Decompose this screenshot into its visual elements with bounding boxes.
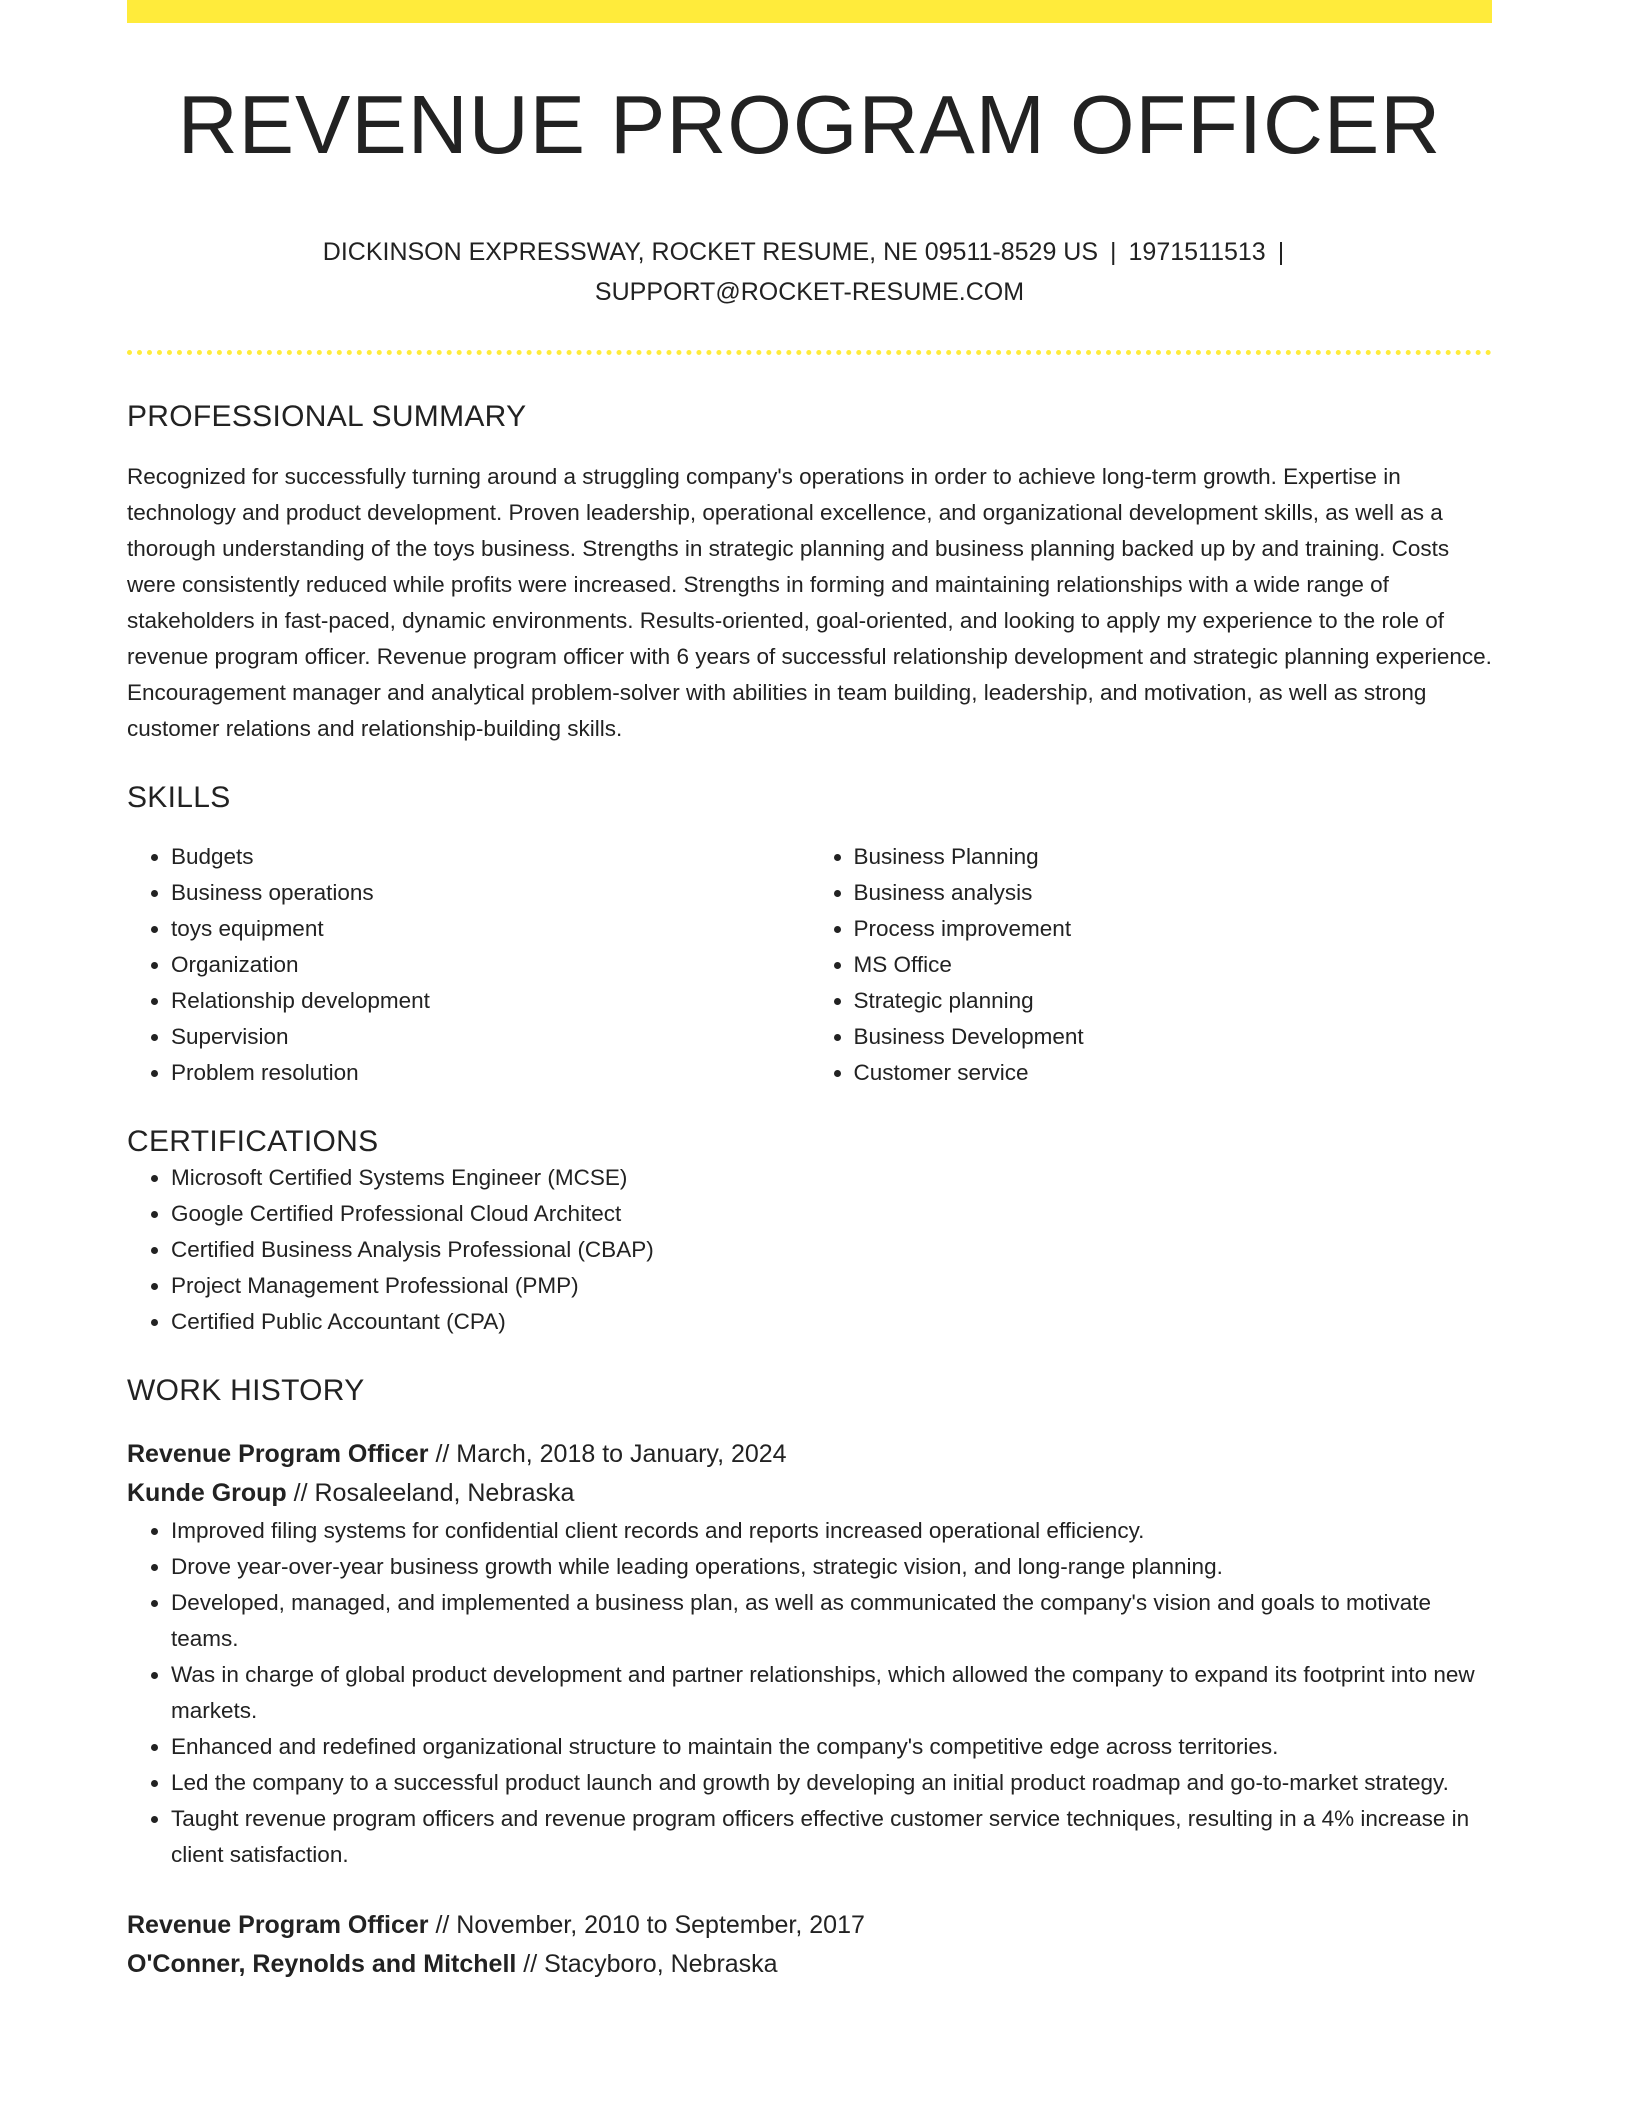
skill-item: • Organization xyxy=(171,947,810,983)
job-location: // Rosaleeland, Nebraska xyxy=(286,1479,575,1507)
certification-item: • Google Certified Professional Cloud Architect xyxy=(171,1196,1492,1232)
dotted-divider xyxy=(127,350,1492,355)
certification-item: • Microsoft Certified Systems Engineer (MCSE) xyxy=(171,1160,1492,1196)
job-bullet: • Improved filing systems for confidential client records and reports increased operational efficiency. xyxy=(171,1513,1492,1549)
skill-item: • Strategic planning xyxy=(854,983,1493,1019)
skills-heading: SKILLS xyxy=(127,781,231,814)
job-bullet: • Taught revenue program officers and revenue program officers effective customer service techniques, resulting in a 4% increase in client satisfaction. xyxy=(171,1801,1492,1873)
contact-separator: | xyxy=(1110,238,1117,266)
certification-item: • Certified Public Accountant (CPA) xyxy=(171,1304,1492,1340)
job-company: O'Conner, Reynolds and Mitchell xyxy=(127,1950,517,1978)
skill-item: • Customer service xyxy=(854,1055,1493,1091)
skill-item: • Relationship development xyxy=(171,983,810,1019)
job-title: Revenue Program Officer xyxy=(127,1440,429,1468)
job-bullet: • Enhanced and redefined organizational structure to maintain the company's competitive edge across territories. xyxy=(171,1729,1492,1765)
skill-item: • Business Development xyxy=(854,1019,1493,1055)
job-location: // Stacyboro, Nebraska xyxy=(516,1950,778,1978)
certifications-heading: CERTIFICATIONS xyxy=(127,1125,379,1158)
skills-columns xyxy=(127,839,1492,1091)
certification-item: • Project Management Professional (PMP) xyxy=(171,1268,1492,1304)
contact-separator: | xyxy=(1277,238,1285,266)
job-entry xyxy=(127,1435,1492,1513)
work-history-heading: WORK HISTORY xyxy=(127,1374,365,1407)
contact-address: DICKINSON EXPRESSWAY, ROCKET RESUME, NE 09511-8529 US xyxy=(322,238,1099,266)
certification-item: • Certified Business Analysis Professional (CBAP) xyxy=(171,1232,1492,1268)
skill-item: • MS Office xyxy=(854,947,1493,983)
skill-item: • Problem resolution xyxy=(171,1055,810,1091)
job-company-line xyxy=(127,1945,1492,1984)
contact-email[interactable]: SUPPORT@ROCKET-RESUME.COM xyxy=(594,278,1025,306)
top-accent-bar xyxy=(127,0,1492,23)
skill-item: • Business Planning xyxy=(854,839,1493,875)
skill-item: • Business operations xyxy=(171,875,810,911)
contact-line-1 xyxy=(127,232,1492,272)
skill-item: • toys equipment xyxy=(171,911,810,947)
skills-list-left xyxy=(127,839,810,1091)
skill-item: • Budgets xyxy=(171,839,810,875)
job-title-line xyxy=(127,1906,1492,1945)
resume-title: REVENUE PROGRAM OFFICER xyxy=(177,78,1442,171)
contact-phone: 1971511513 xyxy=(1128,238,1266,266)
resume-page xyxy=(127,0,1492,1984)
job-title-line xyxy=(127,1435,1492,1474)
job-title: Revenue Program Officer xyxy=(127,1911,429,1939)
skill-item: • Process improvement xyxy=(854,911,1493,947)
job-bullet: • Developed, managed, and implemented a business plan, as well as communicated the company's vision and goals to motivate teams. xyxy=(171,1585,1492,1657)
job-bullet: • Led the company to a successful product launch and growth by developing an initial product roadmap and go-to-market strategy. xyxy=(171,1765,1492,1801)
certifications-list xyxy=(127,1160,1492,1340)
skills-list-right xyxy=(810,839,1493,1091)
job-company: Kunde Group xyxy=(127,1479,287,1507)
summary-heading: PROFESSIONAL SUMMARY xyxy=(127,400,527,433)
job-bullet: • Drove year-over-year business growth while leading operations, strategic vision, and long-range planning. xyxy=(171,1549,1492,1585)
job-dates: // March, 2018 to January, 2024 xyxy=(428,1440,787,1468)
contact-info xyxy=(127,232,1492,312)
summary-text: Recognized for successfully turning around a struggling company's operations in order to achieve long-term growth. Expertise in technology and product development. Proven leadership, operational excellence, and organizational development skills, as well as a thorough understanding of the toys business. Strengths in strategic planning and business planning backed up by and training. Costs were consistently reduced while profits were increased. Strengths in forming and maintaining relationships with a wide range of stakeholders in fast-paced, dynamic environments. Results-oriented, goal-oriented, and looking to apply my experience to the role of revenue program officer. Revenue program officer with 6 years of successful relationship development and strategic planning experience. Encouragement manager and analytical problem-solver with abilities in team building, leadership, and motivation, as well as strong customer relations and relationship-building skills. xyxy=(127,464,1492,741)
job-dates: // November, 2010 to September, 2017 xyxy=(428,1911,865,1939)
job-company-line xyxy=(127,1474,1492,1513)
contact-line-2 xyxy=(127,272,1492,312)
job-bullets xyxy=(127,1513,1492,1873)
job-bullet: • Was in charge of global product development and partner relationships, which allowed the company to expand its footprint into new markets. xyxy=(171,1657,1492,1729)
job-entry xyxy=(127,1906,1492,1984)
skill-item: • Business analysis xyxy=(854,875,1493,911)
skill-item: • Supervision xyxy=(171,1019,810,1055)
